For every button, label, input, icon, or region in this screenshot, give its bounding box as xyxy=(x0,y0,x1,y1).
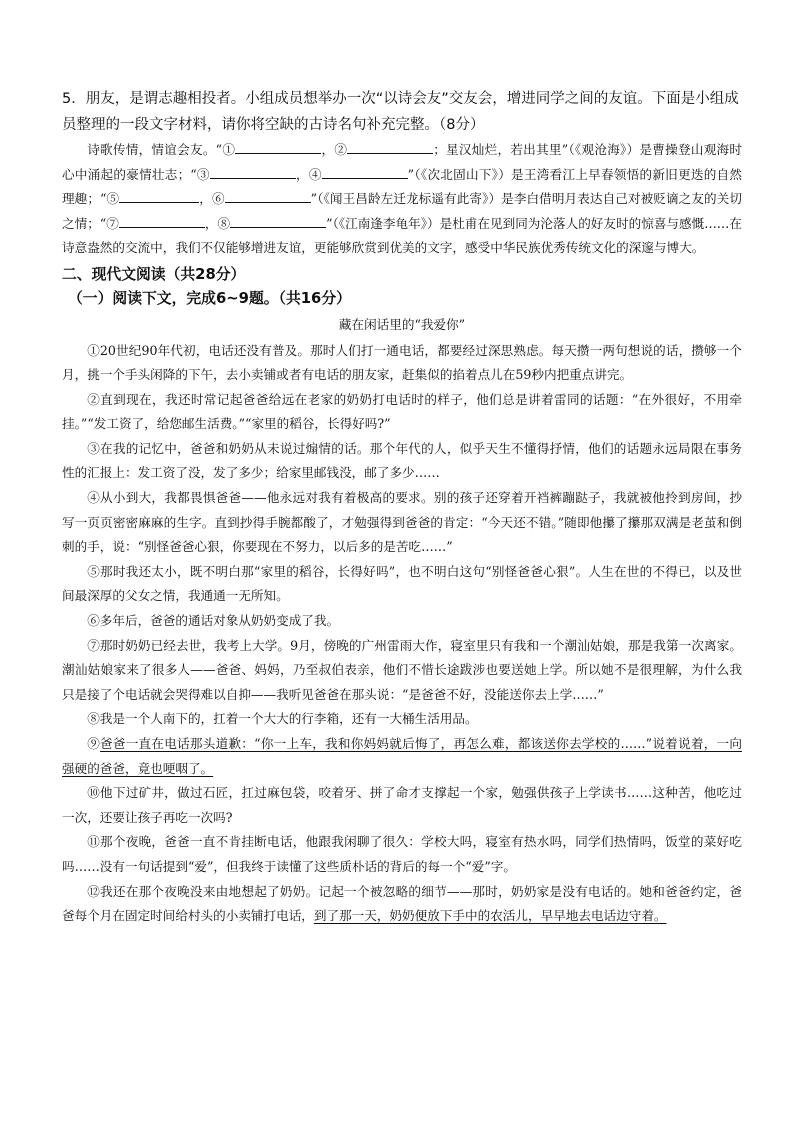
poetry-material: 诗歌传情，情谊会友。“① ，② ；星汉灿烂，若出其里”（《观沧海》）是曹操登山观海时心中涌起的豪情壮志；“③ ，④ ”（《次北固山下》）是王湾看江上早春领悟的新旧更迭的自然理趣；“⑤ ，⑥ ”（《闻王昌龄左迁龙标遥有此寄》）是李白借明月表达自己对被贬谪之友的关切之情；“⑦ ，⑧ ”（《江南逢李龟年》）是杜甫在见到同为沦落人的好友时的惊喜与感慨……在诗意盎然的交流中，我们不仅能够增进友谊，更能够欣赏到优美的文字，感受中华民族优秀传统文化的深邃与博大。 xyxy=(62,138,742,261)
blank-1[interactable] xyxy=(235,139,321,154)
subsection-heading: （一）阅读下文，完成6~9题。（共16分） xyxy=(68,289,351,307)
article-title: 藏在闲话里的“我爱你” xyxy=(338,316,466,332)
blank-3[interactable] xyxy=(210,164,296,179)
article-paragraph-6: ⑥多年后，爸爸的通话对象从奶奶变成了我。 xyxy=(87,613,340,629)
article-paragraph-9: ⑨爸爸一直在电话那头道歉：“你一上车，我和你妈妈就后悔了，再怎么难，都该送你去学校的……”说着说着，一向强硬的爸爸，竟也哽咽了。 xyxy=(62,736,742,776)
article-paragraph-3: ③在我的记忆中，爸爸和奶奶从未说过煽情的话。那个年代的人，似乎天生不懂得抒情，他们的话题永远局限在事务性的汇报上：发工资了没，发了多少；给家里邮钱没，邮了多少…… xyxy=(62,440,742,481)
blank-2[interactable] xyxy=(347,139,433,154)
article-paragraph-12: ⑫我还在那个夜晚没来由地想起了奶奶。记起一个被忽略的细节——那时，奶奶家是没有电话的。她和爸爸约定，爸爸每个月在固定时间给村头的小卖铺打电话，到了那一天，奶奶便放下手中的农活儿，早早地去电话边守着。 xyxy=(62,883,742,924)
blank-6[interactable] xyxy=(225,188,311,203)
article-paragraph-11: ⑪那个夜晚，爸爸一直不肯挂断电话，他跟我闲聊了很久：学校大吗，寝室有热水吗，同学们热情吗，饭堂的菜好吃吗……没有一句话提到“爱”，但我终于读懂了这些质朴话的背后的每一个“爱”字。 xyxy=(62,834,742,874)
blank-7[interactable] xyxy=(119,213,205,228)
article-paragraph-8: ⑧我是一个人南下的，扛着一个大大的行李箱，还有一大桶生活用品。 xyxy=(87,711,478,727)
article-paragraph-4: ④从小到大，我都畏惧爸爸——他永远对我有着极高的要求。别的孩子还穿着开裆裤蹦跶子，我就被他拎到房间，抄写一页页密密麻麻的生字。直到抄得手腕都酸了，才勉强得到爸爸的肯定：“今天还不错。”随即他攥了攥那双满是老茧和倒刺的手，说：“别怪爸爸心狠，你要现在不努力，以后多的是苦吃……” xyxy=(62,490,742,555)
article-paragraph-1: ①20世纪90年代初，电话还没有普及。那时人们打一通电话，都要经过深思熟虑。每天攒一两句想说的话，攒够一个月，挑一个手头闲降的下午，去小卖铺或者有电话的朋友家，赶集似的掐着点儿在59秒内把重点讲完。 xyxy=(62,342,742,383)
exam-page xyxy=(62,86,742,929)
question-5-prompt: 5．朋友，是谓志趣相投者。小组成员想举办一次“以诗会友”交友会，增进同学之间的友谊。下面是小组成员整理的一段文字材料，请你将空缺的古诗名句补充完整。（8分） xyxy=(62,91,739,133)
underlined-sentence-12: 到了那一天，奶奶便放下手中的农活儿，早早地去电话边守着。 xyxy=(313,908,667,924)
blank-8[interactable] xyxy=(230,213,326,228)
article-paragraph-10: ⑩他下过矿井，做过石匠，扛过麻包袋，咬着牙、拼了命才支撑起一个家，勉强供孩子上学读书……这种苦，他吃过一次，还要让孩子再吃一次吗? xyxy=(62,785,742,825)
article-paragraph-7: ⑦那时奶奶已经去世，我考上大学。9月，傍晚的广州雷雨大作，寝室里只有我和一个潮汕姑娘，那是我第一次离家。潮汕姑娘家来了很多人——爸爸、妈妈，乃至叔伯表亲，他们不惜长途跋涉也要送她上学。所以她不是很理解，为什么我只是接了个电话就会哭得难以自抑——我听见爸爸在那头说：“是爸爸不好，没能送你去上学……” xyxy=(62,637,742,702)
underlined-sentence-9: 爸爸一直在电话那头道歉：“你一上车，我和你妈妈就后悔了，再怎么难，都该送你去学校的……”说着说着，一向强硬的爸爸，竟也哽咽了。 xyxy=(62,736,742,776)
blank-4[interactable] xyxy=(322,164,408,179)
section-heading: 二、现代文阅读（共28分） xyxy=(62,265,246,283)
article-paragraph-2: ②直到现在，我还时常记起爸爸给远在老家的奶奶打电话时的样子，他们总是讲着雷同的话题：“在外很好，不用牵挂。”“发工资了，给您邮生活费。”“家里的稻谷，长得好吗?” xyxy=(62,391,742,432)
article-paragraph-5: ⑤那时我还太小，既不明白那“家里的稻谷，长得好吗”，也不明白这句“别怪爸爸心狠”。人生在世的不得已，以及世间最深厚的父女之情，我通通一无所知。 xyxy=(62,563,742,604)
blank-5[interactable] xyxy=(119,188,199,203)
